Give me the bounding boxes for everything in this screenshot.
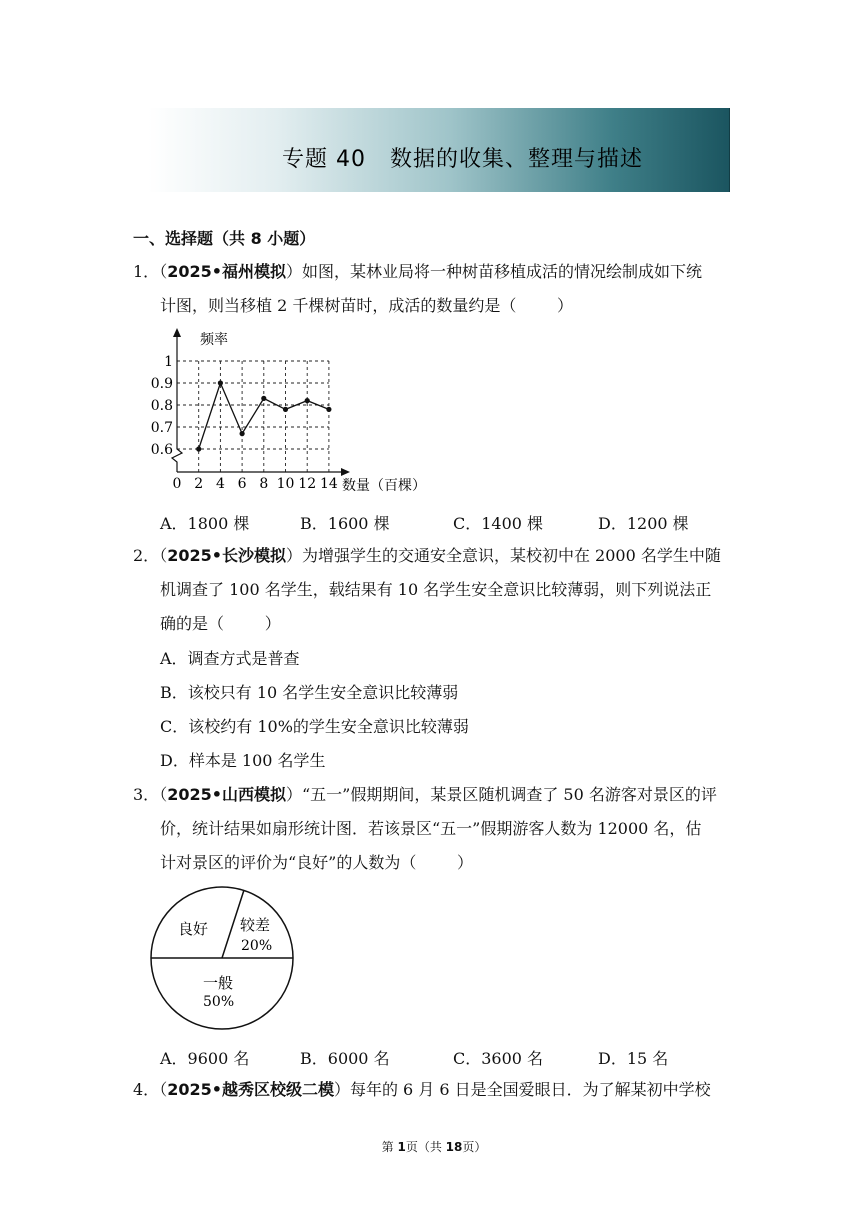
chart-ylabel: 频率 (200, 332, 228, 348)
x-tick-label: 14 (319, 476, 338, 492)
q2-line3: 确的是（ ） (160, 614, 281, 633)
x-tick-label: 0 (172, 476, 182, 492)
q3-line3: 计对景区的评价为“良好”的人数为（ ） (160, 853, 474, 872)
chart-x-ticks (173, 476, 338, 492)
q3-number: 3． (133, 785, 160, 804)
q4-text: ）每年的 6 月 6 日是全国爱眼日．为了解某初中学校 (333, 1080, 711, 1099)
q2-option-c[interactable]: C．该校约有 10%的学生安全意识比较薄弱 (160, 717, 469, 736)
y-tick-label: 0.6 (150, 442, 173, 458)
pie-percent-normal: 50% (203, 994, 235, 1010)
q3-option-d[interactable]: D．15 名 (598, 1049, 669, 1068)
pie-label-good: 良好 (178, 920, 209, 938)
x-tick-label: 10 (276, 476, 295, 492)
q1-number: 1． (133, 262, 160, 281)
data-point (196, 446, 201, 451)
q3-option-b[interactable]: B．6000 名 (300, 1049, 390, 1068)
y-tick-label: 1 (164, 354, 173, 370)
chart-y-ticks (151, 354, 173, 458)
q3-pie-chart (148, 884, 296, 1032)
data-point (240, 431, 245, 436)
data-point (261, 396, 266, 401)
q2-source: 2025•长沙模拟 (167, 546, 286, 565)
q2-line2: 机调查了 100 名学生，载结果有 10 名学生安全意识比较薄弱，则下列说法正 (160, 580, 712, 599)
q1-option-a[interactable]: A．1800 棵 (160, 514, 250, 533)
footer-page-number: 1 (397, 1140, 406, 1154)
pie-label-poor: 较差 (240, 916, 271, 934)
q2-text: ）为增强学生的交通安全意识，某校初中在 2000 名学生中随 (285, 546, 721, 565)
page-footer: 第 1页（共 18页） (381, 1140, 487, 1154)
data-point (283, 407, 288, 412)
y-tick-label: 0.9 (150, 376, 173, 392)
q1-text: ）如图，某林业局将一种树苗移植成活的情况绘制成如下统 (285, 262, 702, 281)
x-tick-label: 4 (215, 476, 225, 492)
q2-option-b[interactable]: B．该校只有 10 名学生安全意识比较薄弱 (160, 683, 459, 702)
q1-option-d[interactable]: D．1200 棵 (598, 514, 689, 533)
q2-option-d[interactable]: D．样本是 100 名学生 (160, 751, 326, 770)
pie-label-normal: 一般 (203, 974, 234, 992)
q3-line2: 价，统计结果如扇形统计图．若该景区“五一”假期游客人数为 12000 名，估 (160, 819, 702, 838)
q1-source: 2025•福州模拟 (167, 262, 286, 281)
q3-text: ）“五一”假期期间，某景区随机调查了 50 名游客对景区的评 (285, 785, 717, 804)
x-tick-label: 6 (237, 476, 247, 492)
x-tick-label: 8 (259, 476, 269, 492)
page-title: 专题 40 数据的收集、整理与描述 (282, 147, 643, 172)
data-point (326, 407, 331, 412)
q4-line1: 4．（2025•越秀区校级二模）每年的 6 月 6 日是全国爱眼日．为了解某初中学校 (133, 1080, 711, 1099)
footer-total-pages: 18 (445, 1140, 463, 1154)
q4-number: 4． (133, 1080, 160, 1099)
q1-option-c[interactable]: C．1400 棵 (453, 514, 544, 533)
q2-number: 2． (133, 546, 160, 565)
q1-line1: 1．（2025•福州模拟）如图，某林业局将一种树苗移植成活的情况绘制成如下统 (133, 262, 702, 281)
q1-line-chart (150, 322, 450, 497)
section-heading: 一、选择题（共 8 小题） (133, 229, 316, 248)
q3-options (160, 1046, 720, 1066)
chart-xlabel: 数量（百棵） (342, 478, 426, 494)
q2-option-a[interactable]: A．调查方式是普查 (160, 649, 300, 668)
q3-option-c[interactable]: C．3600 名 (453, 1049, 544, 1068)
q1-options (160, 511, 720, 531)
q4-source: 2025•越秀区校级二模 (167, 1080, 334, 1099)
q1-line2: 计图，则当移植 2 千棵树苗时，成活的数量约是（ ） (160, 296, 574, 315)
x-tick-label: 12 (298, 476, 317, 492)
data-point (218, 380, 223, 385)
y-tick-label: 0.8 (150, 398, 173, 414)
q2-line1: 2．（2025•长沙模拟）为增强学生的交通安全意识，某校初中在 2000 名学生中随 (133, 546, 721, 565)
q3-source: 2025•山西模拟 (167, 785, 286, 804)
pie-percent-poor: 20% (241, 938, 273, 954)
q3-line1: 3．（2025•山西模拟）“五一”假期期间，某景区随机调查了 50 名游客对景区的评 (133, 785, 717, 804)
y-tick-label: 0.7 (150, 420, 173, 436)
data-point (305, 398, 310, 403)
x-tick-label: 2 (194, 476, 204, 492)
q3-option-a[interactable]: A．9600 名 (160, 1049, 250, 1068)
q1-option-b[interactable]: B．1600 棵 (300, 514, 390, 533)
